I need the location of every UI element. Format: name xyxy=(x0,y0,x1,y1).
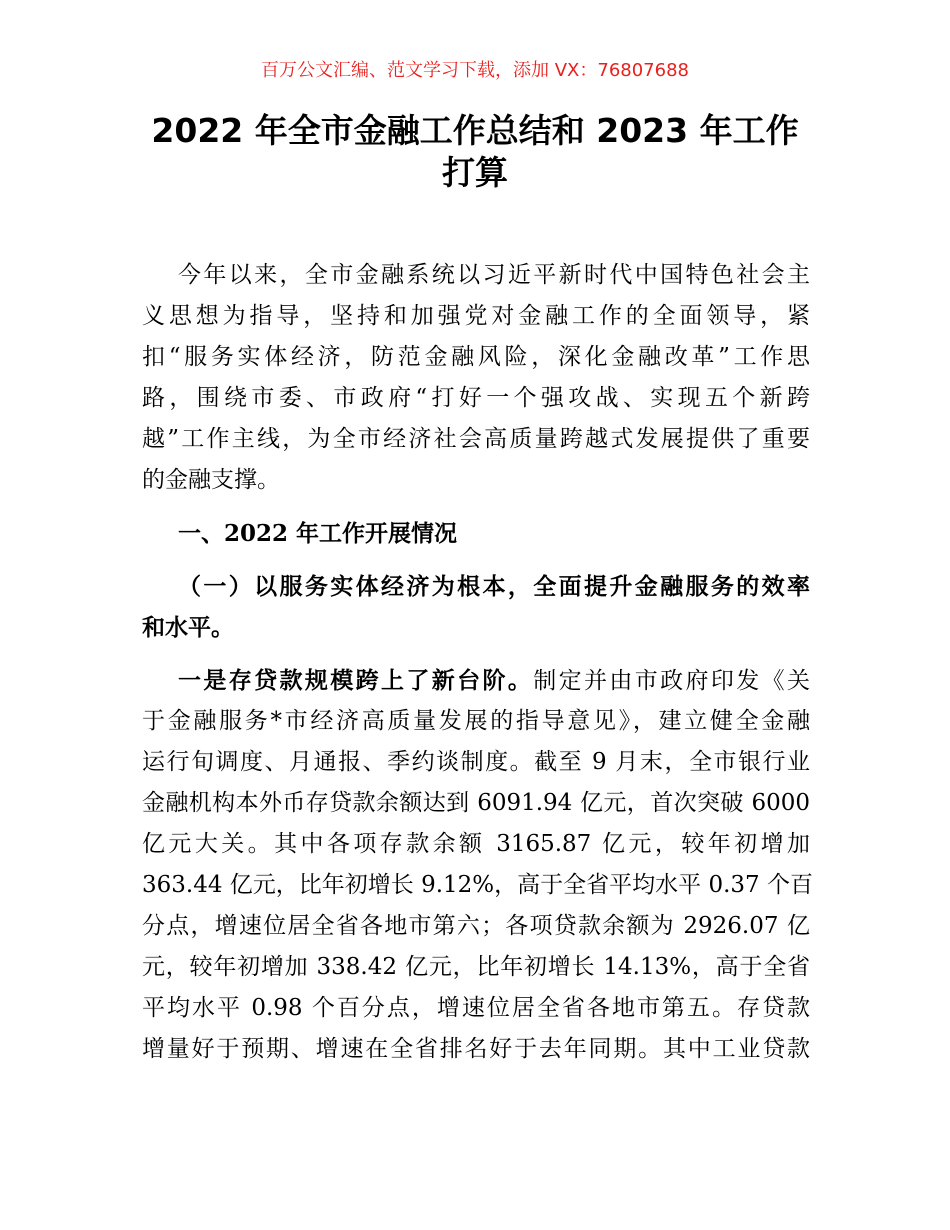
body-paragraph xyxy=(142,660,813,1070)
text-line: 平均水平 0.98 个百分点，增速位居全省各地市第五。存贷款 xyxy=(142,995,810,1021)
text-line: 的金融支撑。 xyxy=(142,467,280,493)
text-line: 今年以来，全市金融系统以习近平新时代中国特色社会主 xyxy=(178,262,810,288)
text-line: 分点，增速位居全省各地市第六；各项贷款余额为 2926.07 亿 xyxy=(142,913,810,939)
text-line xyxy=(142,660,810,701)
text-line: 运行旬调度、月通报、季约谈制度。截至 9 月末，全市银行业 xyxy=(142,749,810,775)
heading-line: 和水平。 xyxy=(142,614,234,641)
text-line: 增量好于预期、增速在全省排名好于去年同期。其中工业贷款 xyxy=(142,1036,810,1062)
lead-phrase: 一是存贷款规模跨上了新台阶。 xyxy=(178,667,534,694)
intro-paragraph xyxy=(142,255,810,501)
document-title xyxy=(100,110,850,194)
watermark-banner: 百万公文汇编、范文学习下载，添加 VX：76807688 xyxy=(261,60,689,81)
document-body xyxy=(142,255,813,1082)
text-line: 越”工作主线，为全市经济社会高质量跨越式发展提供了重要 xyxy=(142,426,810,452)
text-line: 扣“服务实体经济，防范金融风险，深化金融改革”工作思 xyxy=(142,344,810,370)
text-line: 义思想为指导，坚持和加强党对金融工作的全面领导，紧 xyxy=(142,303,810,329)
text-line: 于金融服务*市经济高质量发展的指导意见》，建立健全金融 xyxy=(142,708,810,734)
title-line: 2022 年全市金融工作总结和 2023 年工作 xyxy=(151,111,799,150)
heading-line: （一）以服务实体经济为根本，全面提升金融服务的效率 xyxy=(178,573,810,600)
subsection-heading xyxy=(142,566,810,648)
section-heading xyxy=(142,513,810,554)
title-line: 打算 xyxy=(442,153,508,192)
text-line: 金融机构本外币存贷款余额达到 6091.94 亿元，首次突破 6000 xyxy=(142,790,810,816)
heading-line: 一、2022 年工作开展情况 xyxy=(178,520,458,547)
text-line: 路，围绕市委、市政府“打好一个强攻战、实现五个新跨 xyxy=(142,385,810,411)
text-span: 制定并由市政府印发《关 xyxy=(533,668,810,694)
text-line: 亿元大关。其中各项存款余额 3165.87 亿元，较年初增加 xyxy=(142,831,810,857)
text-line: 元，较年初增加 338.42 亿元，比年初增长 14.13%，高于全省 xyxy=(142,954,810,980)
text-line: 363.44 亿元，比年初增长 9.12%，高于全省平均水平 0.37 个百 xyxy=(142,872,813,898)
